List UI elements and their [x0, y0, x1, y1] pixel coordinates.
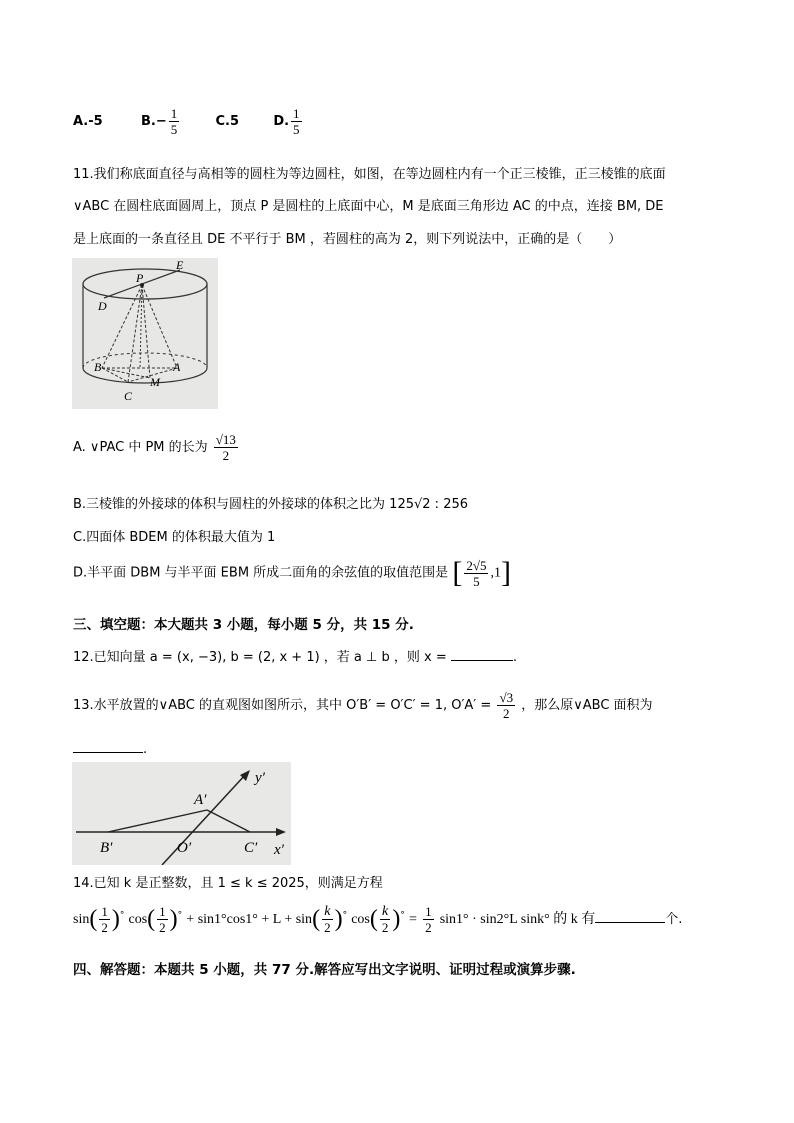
q11-figure-label-c: C: [124, 389, 133, 403]
q10-option-b-prefix: B.−: [140, 114, 167, 129]
q12-answer-blank[interactable]: [451, 648, 513, 661]
q11-figure-label-m: M: [150, 375, 160, 389]
q14-answer-blank[interactable]: [595, 910, 665, 923]
q13-figure-label-c: C′: [244, 840, 258, 856]
q13: 13.水平放置的∨ABC 的直观图如图所示，其中 O′B′ = O′C′ = 1, O′A′ = $\frac{√3}{2}$ ，那么原∨ABC 面积为: [73, 690, 653, 721]
q11-figure-label-b: B: [94, 360, 102, 374]
q13-figure-label-a: A′: [194, 792, 207, 808]
q10-option-c: C.5: [215, 114, 240, 129]
q11-option-b: B.三棱锥的外接球的体积与圆柱的外接球的体积之比为 125√2 : 256: [73, 497, 469, 512]
q14-equation: sin( $\frac{1}{2}$ )° cos( $\frac{1}{2}$ )° + sin1°cos1° + L + sin( $\frac{k}{2}$ )° cos( $\frac{k}{2}$ )° = $\frac{1}{2}$ sin1° · sin2°L sink° 的 k 有 个.: [73, 904, 683, 935]
q11-option-c: C.四面体 BDEM 的体积最大值为 1: [73, 530, 276, 545]
q11-option-a-fraction: $\frac{√13}{2}$: [215, 432, 236, 463]
q11-figure-label-p: P: [136, 271, 144, 285]
q10-option-d-fraction: $\frac{1}{5}$: [293, 106, 300, 137]
q13-figure-label-o: O′: [177, 840, 192, 856]
q11-cylinder-figure: [72, 258, 218, 409]
q13-answer: .: [73, 740, 147, 757]
section-3-heading: 三、填空题：本大题共 3 小题，每小题 5 分，共 15 分.: [73, 617, 414, 633]
q11-line2: ∨ABC 在圆柱底面圆周上，顶点 P 是圆柱的上底面中心，M 是底面三角形边 AC 的中点，连接 BM, DE: [73, 199, 664, 214]
q11-figure-label-a: A: [173, 360, 181, 374]
q11-option-d: D.半平面 DBM 与半平面 EBM 所成二面角的余弦值的取值范围是 [ $\frac{2√5}{5}$ ,1]: [73, 556, 511, 589]
q10-option-d-prefix: D.: [273, 114, 290, 129]
q10-option-a: A.-5: [73, 114, 103, 129]
section-4-heading: 四、解答题：本题共 5 小题，共 77 分.解答应写出文字说明、证明过程或演算步骤.: [73, 962, 576, 978]
q14-line1: 14.已知 k 是正整数，且 1 ≤ k ≤ 2025，则满足方程: [73, 876, 383, 891]
q13-figure-label-b: B′: [100, 840, 113, 856]
q13-oblique-figure: [72, 762, 291, 865]
q11-figure-label-e: E: [176, 258, 184, 272]
q11-option-a: A. ∨PAC 中 PM 的长为 $\frac{√13}{2}$: [73, 432, 236, 463]
q11-option-d-fraction: $\frac{2√5}{5}$: [466, 557, 487, 589]
q11-line1: 11.我们称底面直径与高相等的圆柱为等边圆柱，如图，在等边圆柱内有一个正三棱锥，正三棱锥的底面: [73, 167, 666, 182]
q13-figure-label-x: x′: [274, 842, 284, 858]
q12: 12.已知向量 a = (x, −3), b = (2, x + 1) ，若 a ⊥ b ，则 x = .: [73, 650, 518, 665]
q10-options: [73, 106, 304, 137]
q11-figure-label-d: D: [98, 299, 107, 313]
q13-fraction: $\frac{√3}{2}$: [499, 690, 514, 721]
q13-figure-label-y: y′: [255, 770, 265, 786]
q10-option-b-fraction: $\frac{1}{5}$: [170, 106, 178, 137]
q11-line3: 是上底面的一条直径且 DE 不平行于 BM ，若圆柱的高为 2，则下列说法中，正确的是（ ）: [73, 232, 622, 247]
q13-answer-blank[interactable]: [73, 740, 143, 753]
